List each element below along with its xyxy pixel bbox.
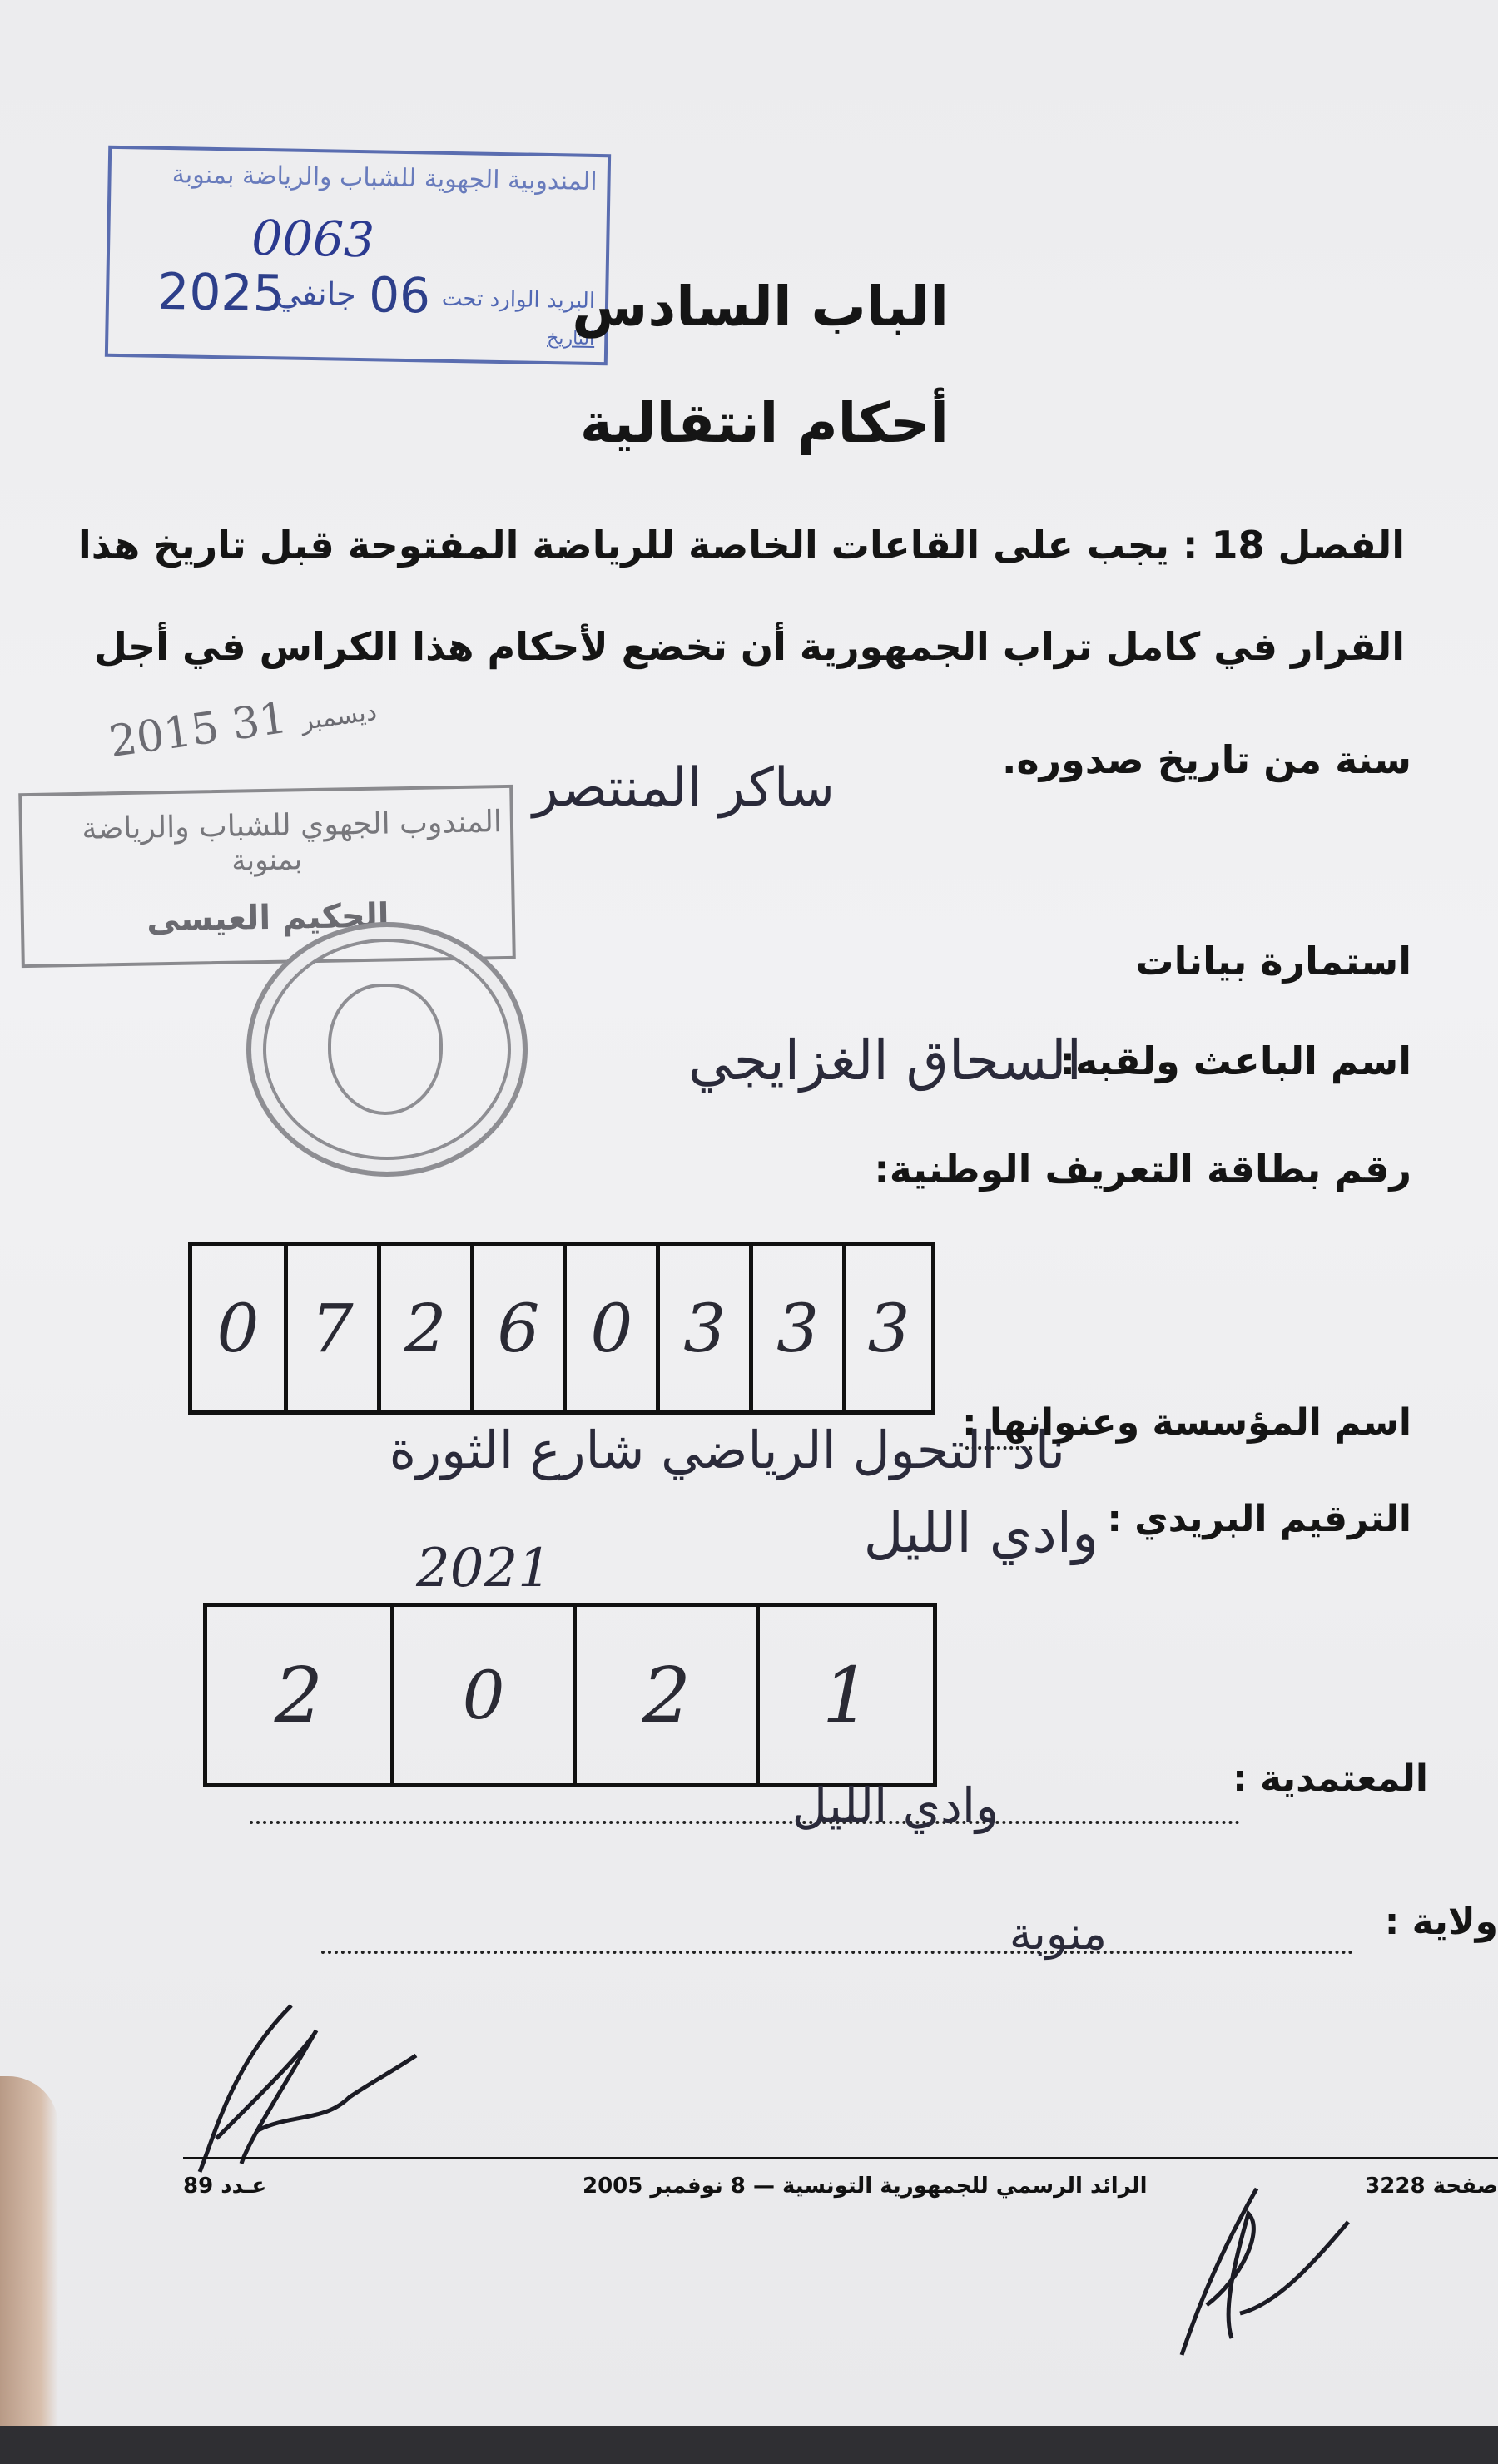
round-seal (246, 922, 528, 1177)
handwritten-month: ديسمبر (299, 697, 379, 737)
institution-label: اسم المؤسسة وعنوانها : (962, 1401, 1411, 1444)
handwritten-year: 2015 (106, 702, 222, 768)
postal-digit: 2 (573, 1607, 756, 1783)
id-digit: 3 (656, 1246, 749, 1410)
stamp-day: 06 (368, 266, 431, 325)
id-digit: 2 (377, 1246, 470, 1410)
signature-right (1157, 2180, 1373, 2372)
chapter-heading: الباب السادس (572, 275, 949, 339)
postal-digit: 2 (274, 1650, 324, 1740)
article-line-3: سنة من تاريخ صدوره. (1001, 737, 1411, 782)
id-label: رقم بطاقة التعريف الوطنية: (874, 1147, 1411, 1192)
institution-value: ناد التحول الرياضي شارع الثورة (389, 1420, 1065, 1480)
postal-label: الترقيم البريدي : (1107, 1498, 1411, 1540)
official-stamp-line-1: المندوب الجهوي للشباب والرياضة (82, 805, 503, 846)
postal-value: وادي الليل (863, 1501, 1099, 1565)
article-line-2: القرار في كامل تراب الجمهورية أن تخضع لأحكام هذا الكراس في أجل (93, 624, 1405, 669)
stamp-month: جانفي (275, 275, 357, 313)
footer-issue: عـدد 89 (183, 2174, 267, 2199)
name-label: اسم الباعث ولقبه: (1059, 1039, 1411, 1083)
delegation-label: المعتمدية : (1233, 1758, 1428, 1800)
official-stamp-line-2: بمنوبة (231, 843, 303, 878)
id-number-boxes (188, 1242, 935, 1415)
delegation-value: وادي الليل (791, 1777, 999, 1834)
form-title: استمارة بيانات (1135, 939, 1411, 984)
signature-left (183, 1997, 433, 2189)
id-digit: 3 (749, 1246, 842, 1410)
postal-handwritten: 2021 (416, 1538, 552, 1599)
id-digit: 3 (842, 1246, 931, 1410)
stamp-year: 2025 (156, 262, 285, 324)
dotted-line (321, 1951, 1353, 1954)
id-digit: 6 (470, 1246, 563, 1410)
postal-digit: 0 (390, 1607, 573, 1783)
handwritten-day: 31 (228, 692, 290, 751)
article-line-1: الفصل 18 : يجب على القاعات الخاصة للرياضة المفتوحة قبل تاريخ هذا (78, 523, 1405, 568)
id-digit: 0 (563, 1246, 656, 1410)
postal-digit: 1 (756, 1607, 933, 1783)
footer-gazette: الرائد الرسمي للجمهورية التونسية — 8 نوفمبر 2005 (583, 2174, 1148, 2199)
postal-code-boxes (203, 1603, 937, 1787)
stamp-date-label: التاريخ (546, 327, 595, 350)
receipt-stamp (105, 146, 611, 366)
state-value: منوبة (1009, 1907, 1107, 1960)
id-digit: 7 (284, 1246, 377, 1410)
official-stamp-line-3: الحكيم العيسى (146, 896, 389, 939)
emblem-icon (328, 984, 443, 1115)
background-edge (0, 2426, 1498, 2464)
stamp-received-label: البريد الوارد تحت (441, 285, 596, 314)
footer-rule (183, 2157, 1498, 2159)
stamp-number: 0063 (250, 209, 375, 269)
section-subtitle: أحكام انتقالية (579, 391, 949, 455)
handwritten-date (106, 681, 379, 767)
name-value: السحاق الغزايجي (687, 1029, 1082, 1093)
dotted-line (250, 1821, 1240, 1824)
signature-note: ساكر المنتصر (533, 757, 835, 819)
stamp-title: المندوبية الجهوية للشباب والرياضة بمنوبة (171, 160, 598, 197)
state-label: ولاية : (1384, 1901, 1498, 1943)
footer-page: صفحة 3228 (1365, 2174, 1498, 2199)
finger-edge (0, 2076, 58, 2426)
id-digit: 0 (216, 1289, 260, 1367)
